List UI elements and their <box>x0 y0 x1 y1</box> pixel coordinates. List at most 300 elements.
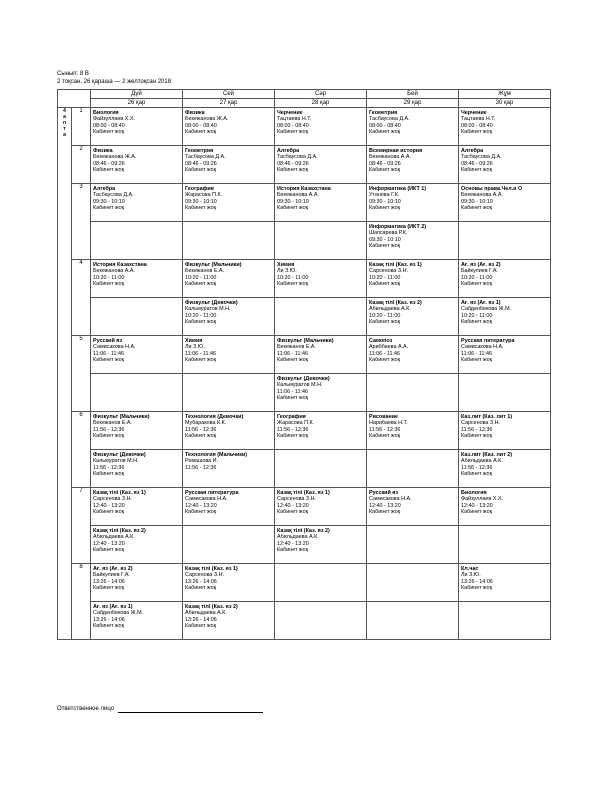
schedule-cell <box>183 564 275 602</box>
subject-name: Самопоз <box>369 338 393 344</box>
room: Кабинет жоқ <box>185 357 216 364</box>
lesson-time: 11:56 - 12:36 <box>185 426 217 433</box>
page-subtitle: 2 тоқсан, 26 қараша — 2 желтоқсан 2018 <box>57 79 172 85</box>
schedule-cell <box>367 336 459 374</box>
room: Кабинет жоқ <box>185 281 216 288</box>
schedule-entry <box>91 564 182 601</box>
schedule-entry <box>91 602 182 639</box>
lesson-time: 13:26 - 14:06 <box>185 578 217 585</box>
room: Кабинет жоқ <box>93 129 124 136</box>
teacher-name: Тасбаусова Д.А. <box>369 116 410 123</box>
room: Кабинет жоқ <box>93 357 124 364</box>
subject-name: Казақ тілі (Каз. яз 2) <box>185 604 238 610</box>
schedule-entry <box>275 564 366 601</box>
subject-name: Технология (Мальчики) <box>185 452 248 458</box>
schedule-entry <box>183 260 274 297</box>
subject-name: Рисование <box>369 414 399 420</box>
schedule-entry <box>459 260 550 297</box>
subject-name: Физкульт (Девочки) <box>277 376 330 382</box>
schedule-entry <box>275 526 366 563</box>
schedule-cell <box>91 222 183 260</box>
teacher-name: Абильдаева А.К. <box>461 458 503 465</box>
schedule-entry <box>183 222 274 259</box>
page-title: Сынып: 8 В <box>57 71 89 77</box>
schedule-entry <box>275 450 366 487</box>
lesson-time: 09:30 - 10:10 <box>185 198 217 205</box>
schedule-cell <box>91 526 183 564</box>
teacher-name: Сарсенова З.Н. <box>93 496 133 503</box>
teacher-name: Бекежанова А.А. <box>461 192 503 199</box>
subject-name: Русский яз <box>369 490 399 496</box>
schedule-entry <box>91 374 182 411</box>
schedule-cell <box>367 146 459 184</box>
teacher-name: Самисакова Н.А. <box>461 344 504 351</box>
signature-line <box>118 706 263 713</box>
teacher-name: Абильдаева А.К. <box>93 534 135 541</box>
room: Кабинет жоқ <box>93 623 124 630</box>
schedule-entry <box>91 298 182 335</box>
subject-name: Технология (Девочки) <box>185 414 244 420</box>
lesson-time: 11:56 - 12:36 <box>369 426 401 433</box>
lesson-time: 12:40 - 13:20 <box>277 502 309 509</box>
teacher-name: Байкулиев Г.А. <box>93 572 130 579</box>
day-date: 28 қар <box>275 99 367 108</box>
schedule-cell <box>367 374 459 412</box>
subject-name: Физкульт (Мальчики) <box>185 262 242 268</box>
schedule-entry <box>459 336 550 373</box>
teacher-name: Тацтаева Н.Т. <box>277 116 312 123</box>
subject-name: Черчение <box>277 110 303 116</box>
room: Кабинет жоқ <box>185 205 216 212</box>
room: Кабинет жоқ <box>369 433 400 440</box>
schedule-cell <box>459 336 551 374</box>
subject-name: Казақ тілі (Каз. яз 1) <box>185 566 238 572</box>
schedule-cell <box>459 374 551 412</box>
lesson-time: 11:06 - 11:46 <box>369 350 400 357</box>
room: Кабинет жоқ <box>369 167 400 174</box>
room: Кабинет жоқ <box>185 319 216 326</box>
schedule-cell <box>459 564 551 602</box>
teacher-name: Самисакова Н.А. <box>93 344 136 351</box>
schedule-cell <box>91 260 183 298</box>
lesson-number: 2 <box>72 146 91 184</box>
schedule-entry <box>275 222 366 259</box>
schedule-entry <box>459 222 550 259</box>
room: Кабинет жоқ <box>185 509 216 516</box>
schedule-entry <box>367 488 458 525</box>
room: Кабинет жоқ <box>93 281 124 288</box>
schedule-cell <box>91 184 183 222</box>
schedule-cell <box>275 260 367 298</box>
schedule-entry <box>275 374 366 411</box>
week-label-char: 4 <box>63 108 66 114</box>
schedule-cell <box>367 450 459 488</box>
subject-name: Казақ тілі (Каз. яз 1) <box>277 490 330 496</box>
schedule-entry <box>459 526 550 563</box>
subject-name: Физкульт (Девочки) <box>185 300 238 306</box>
subject-name: Казақ тілі (Каз. яз 2) <box>369 300 422 306</box>
schedule-cell <box>91 298 183 336</box>
teacher-name: Файзуллаев Х.Х. <box>461 496 503 503</box>
teacher-name: Мубаракова К.К. <box>185 420 227 427</box>
schedule-entry <box>367 564 458 601</box>
schedule-cell <box>275 184 367 222</box>
schedule-entry <box>275 108 366 145</box>
schedule-entry <box>91 488 182 525</box>
subject-name: Геометрия <box>185 148 214 154</box>
week-label-char: т <box>63 126 66 132</box>
subject-name: Русская литература <box>461 338 515 344</box>
schedule-cell <box>275 108 367 146</box>
lesson-time: 09:30 - 10:10 <box>369 198 401 205</box>
schedule-cell <box>367 602 459 640</box>
schedule-entry <box>275 146 366 183</box>
lesson-time: 10:20 - 11:00 <box>277 274 309 281</box>
lesson-time: 08:00 - 08:40 <box>93 122 125 129</box>
schedule-cell <box>367 222 459 260</box>
lesson-row <box>58 146 551 184</box>
schedule-entry <box>183 564 274 601</box>
subject-name: Химия <box>277 262 295 268</box>
schedule-cell <box>459 412 551 450</box>
subject-name: Казақ тілі (Каз. яз 2) <box>277 528 330 534</box>
lesson-row <box>58 526 551 564</box>
schedule-cell <box>183 222 275 260</box>
teacher-name: Сабденбекова Ж.М. <box>93 610 144 617</box>
lesson-time: 08:46 - 09:26 <box>369 160 401 167</box>
schedule-cell <box>275 602 367 640</box>
subject-name: Физкульт (Мальчики) <box>93 414 150 420</box>
schedule-cell <box>275 374 367 412</box>
lesson-time: 09:30 - 10:10 <box>93 198 125 205</box>
schedule-entry <box>459 564 550 601</box>
day-date: 29 қар <box>367 99 459 108</box>
schedule-entry <box>91 450 182 487</box>
schedule-entry <box>91 526 182 563</box>
schedule-cell <box>459 184 551 222</box>
lesson-time: 08:00 - 08:40 <box>185 122 217 129</box>
lesson-time: 10:20 - 11:00 <box>369 312 401 319</box>
lesson-time: 08:46 - 09:26 <box>461 160 493 167</box>
lesson-row <box>58 488 551 526</box>
room: Кабинет жоқ <box>461 509 492 516</box>
schedule-cell <box>91 146 183 184</box>
room: Кабинет жоқ <box>461 433 492 440</box>
schedule-cell <box>183 146 275 184</box>
subject-name: Физика <box>185 110 205 116</box>
teacher-name: Кальмуратов М.Н. <box>185 306 231 313</box>
schedule-entry <box>275 412 366 449</box>
lesson-time: 12:40 - 13:20 <box>93 540 125 547</box>
lesson-time: 13:26 - 14:06 <box>461 578 493 585</box>
schedule-cell <box>183 298 275 336</box>
subject-name: История Казахстана <box>277 186 331 192</box>
subject-name: Каз.лит (Каз. лит 2) <box>461 452 513 458</box>
teacher-name: Бекежанов Е.А. <box>277 344 317 351</box>
day-date: 30 қар <box>459 99 551 108</box>
lesson-time: 08:46 - 09:26 <box>185 160 217 167</box>
teacher-name: Шапсарева Р.К. <box>369 230 408 237</box>
schedule-cell <box>367 412 459 450</box>
schedule-cell <box>459 146 551 184</box>
responsible-person-label: Ответственное лицо <box>57 706 115 712</box>
schedule-entry <box>183 488 274 525</box>
week-label <box>58 108 72 640</box>
schedule-cell <box>459 222 551 260</box>
lesson-row <box>58 564 551 602</box>
schedule-entry <box>367 298 458 335</box>
schedule-cell <box>91 450 183 488</box>
teacher-name: Абильдаева А.К. <box>277 534 319 541</box>
schedule-entry <box>91 108 182 145</box>
room: Кабинет жоқ <box>369 319 400 326</box>
room: Кабинет жоқ <box>277 281 308 288</box>
subject-name: Алгебра <box>277 148 300 154</box>
schedule-entry <box>459 298 550 335</box>
schedule-entry <box>183 450 274 487</box>
schedule-entry <box>183 146 274 183</box>
schedule-entry <box>275 260 366 297</box>
schedule-cell <box>183 450 275 488</box>
schedule-entry <box>459 184 550 221</box>
subject-name: Алгебра <box>93 186 116 192</box>
teacher-name: Самисакова Н.А. <box>185 496 228 503</box>
teacher-name: Бекежанова А.А. <box>93 268 135 275</box>
teacher-name: Нарибаева Н.Т. <box>369 420 408 427</box>
schedule-cell <box>91 108 183 146</box>
week-label-char: п <box>62 120 67 126</box>
subject-name: Химия <box>185 338 203 344</box>
lesson-number: 3 <box>72 184 91 260</box>
day-name: Дүй <box>91 90 183 99</box>
schedule-entry <box>91 184 182 221</box>
schedule-cell <box>367 108 459 146</box>
lesson-time: 11:56 - 12:36 <box>93 464 125 471</box>
subject-name: Черчение <box>461 110 487 116</box>
lesson-row <box>58 450 551 488</box>
schedule-entry <box>367 260 458 297</box>
room: Кабинет жоқ <box>185 623 216 630</box>
lesson-time: 12:40 - 13:20 <box>185 502 217 509</box>
teacher-name: Ли З.Ю. <box>461 572 481 579</box>
room: Кабинет жоқ <box>461 319 492 326</box>
teacher-name: Сабденбекова Ж.М. <box>461 306 512 313</box>
schedule-entry <box>91 146 182 183</box>
subject-name: Всемирная история <box>369 148 423 154</box>
teacher-name: Абильдаева А.К. <box>369 306 411 313</box>
schedule-cell <box>459 526 551 564</box>
schedule-entry <box>183 412 274 449</box>
room: Кабинет жоқ <box>461 205 492 212</box>
lesson-row <box>58 184 551 222</box>
lesson-time: 11:06 - 11:46 <box>93 350 124 357</box>
room: Кабинет жоқ <box>185 585 216 592</box>
lesson-time: 11:56 - 12:36 <box>185 464 217 471</box>
room: Кабинет жоқ <box>277 547 308 554</box>
schedule-entry <box>183 108 274 145</box>
lesson-time: 10:20 - 11:00 <box>93 274 125 281</box>
lesson-time: 11:06 - 11:46 <box>277 350 308 357</box>
lesson-time: 10:20 - 11:00 <box>185 312 217 319</box>
lesson-time: 12:40 - 13:20 <box>277 540 309 547</box>
lesson-time: 09:30 - 10:10 <box>277 198 309 205</box>
schedule-cell <box>91 336 183 374</box>
schedule-entry <box>91 260 182 297</box>
subject-name: Ағ. яз (Ағ. яз 1) <box>461 300 501 306</box>
lesson-time: 08:00 - 08:40 <box>369 122 401 129</box>
lesson-time: 12:40 - 13:20 <box>369 502 401 509</box>
subject-name: Ағ. яз (Ағ. яз 2) <box>461 262 501 268</box>
lesson-time: 13:26 - 14:06 <box>93 616 125 623</box>
schedule-entry <box>275 184 366 221</box>
room: Кабинет жоқ <box>369 357 400 364</box>
schedule-entry <box>91 222 182 259</box>
subject-name: История Казахстана <box>93 262 147 268</box>
room: Кабинет жоқ <box>185 167 216 174</box>
teacher-name: Файзуллаев Х.Х. <box>93 116 135 123</box>
subject-name: Русский яз <box>93 338 123 344</box>
subject-name: Биология <box>93 110 119 116</box>
schedule-entry <box>367 146 458 183</box>
room: Кабинет жоқ <box>369 205 400 212</box>
schedule-entry <box>367 526 458 563</box>
subject-name: Геометрия <box>369 110 398 116</box>
room: Кабинет жоқ <box>369 281 400 288</box>
teacher-name: Ариббаева А.А. <box>369 344 409 351</box>
subject-name: Ағ. яз (Ағ. яз 2) <box>93 566 133 572</box>
schedule-cell <box>459 260 551 298</box>
schedule-cell <box>183 184 275 222</box>
room: Кабинет жоқ <box>93 585 124 592</box>
teacher-name: Бекежанов Е.А. <box>93 420 133 427</box>
teacher-name: Ли З.Ю. <box>277 268 297 275</box>
lesson-time: 13:26 - 14:06 <box>185 616 217 623</box>
subject-name: Физкульт (Мальчики) <box>277 338 334 344</box>
teacher-name: Утанова Г.К. <box>369 192 400 199</box>
lesson-time: 11:56 - 12:36 <box>461 426 493 433</box>
schedule-entry <box>275 602 366 639</box>
room: Кабинет жоқ <box>461 471 492 478</box>
schedule-cell <box>183 336 275 374</box>
schedule-cell <box>459 298 551 336</box>
room: Кабинет жоқ <box>461 281 492 288</box>
schedule-cell <box>275 564 367 602</box>
room: Кабинет жоқ <box>277 509 308 516</box>
lesson-row <box>58 222 551 260</box>
teacher-name: Кальмуратов М.Н. <box>277 382 323 389</box>
subject-name: Казақ тілі (Каз. яз 2) <box>93 528 146 534</box>
teacher-name: Сарсенова З.Н. <box>185 572 225 579</box>
subject-name: Каз.лит (Каз. лит 1) <box>461 414 513 420</box>
day-name: Бей <box>367 90 459 99</box>
schedule-entry <box>367 336 458 373</box>
subject-name: Физика <box>93 148 113 154</box>
schedule-entry <box>183 336 274 373</box>
week-label-char: а <box>63 114 66 120</box>
room: Кабинет жоқ <box>277 167 308 174</box>
lesson-time: 10:20 - 11:00 <box>185 274 217 281</box>
schedule-cell <box>275 488 367 526</box>
subject-name: Алгебра <box>461 148 484 154</box>
schedule-cell <box>275 298 367 336</box>
lesson-time: 12:40 - 13:20 <box>93 502 125 509</box>
schedule-cell <box>91 488 183 526</box>
schedule-cell <box>91 564 183 602</box>
schedule-cell <box>275 336 367 374</box>
room: Кабинет жоқ <box>277 357 308 364</box>
day-name-row <box>58 90 551 99</box>
lesson-row <box>58 602 551 640</box>
schedule-entry <box>91 412 182 449</box>
schedule-cell <box>367 488 459 526</box>
subject-name: Основы права.Чел.и О <box>461 186 523 192</box>
room: Кабинет жоқ <box>461 129 492 136</box>
schedule-entry <box>367 222 458 259</box>
lesson-time: 11:56 - 12:36 <box>93 426 125 433</box>
day-name: Сей <box>183 90 275 99</box>
teacher-name: Тацтаева Н.Т. <box>461 116 496 123</box>
schedule-entry <box>183 298 274 335</box>
lesson-time: 09:30 - 10:10 <box>369 236 401 243</box>
teacher-name: Жарасова П.К. <box>277 420 315 427</box>
schedule-cell <box>459 488 551 526</box>
subject-name: География <box>277 414 306 420</box>
schedule-entry <box>275 488 366 525</box>
schedule-entry <box>459 412 550 449</box>
room: Кабинет жоқ <box>369 129 400 136</box>
teacher-name: Бекежанова Ж.А. <box>185 116 229 123</box>
lesson-number: 1 <box>72 108 91 146</box>
lesson-row <box>58 374 551 412</box>
schedule-entry <box>367 184 458 221</box>
lesson-time: 08:46 - 09:26 <box>277 160 309 167</box>
subject-name: Информатика (ИКТ 2) <box>369 224 427 230</box>
week-label-char: а <box>63 132 66 138</box>
subject-name: Казақ тілі (Каз. яз 1) <box>93 490 146 496</box>
timetable <box>57 89 551 640</box>
lesson-time: 13:26 - 14:06 <box>93 578 125 585</box>
schedule-entry <box>459 488 550 525</box>
schedule-entry <box>459 108 550 145</box>
schedule-cell <box>367 184 459 222</box>
teacher-name: Бекежанов Е.А. <box>185 268 225 275</box>
lesson-time: 08:00 - 08:40 <box>277 122 309 129</box>
subject-name: Казақ тілі (Каз. яз 1) <box>369 262 422 268</box>
schedule-entry <box>183 526 274 563</box>
schedule-cell <box>91 602 183 640</box>
lesson-row <box>58 260 551 298</box>
day-name: Сәр <box>275 90 367 99</box>
schedule-cell <box>367 526 459 564</box>
lesson-number: 6 <box>72 412 91 488</box>
room: Кабинет жоқ <box>369 243 400 250</box>
teacher-name: Сарсенова З.Н. <box>277 496 317 503</box>
day-date-row <box>58 99 551 108</box>
schedule-entry <box>275 336 366 373</box>
lesson-time: 11:06 - 11:46 <box>277 388 308 395</box>
schedule-entry <box>91 336 182 373</box>
schedule-cell <box>275 412 367 450</box>
room: Кабинет жоқ <box>93 547 124 554</box>
room: Кабинет жоқ <box>93 433 124 440</box>
teacher-name: Тасбаусова Д.А. <box>93 192 134 199</box>
schedule-cell <box>91 374 183 412</box>
room: Кабинет жоқ <box>277 395 308 402</box>
room: Кабинет жоқ <box>461 357 492 364</box>
schedule-cell <box>183 602 275 640</box>
room: Кабинет жоқ <box>93 167 124 174</box>
subject-name: География <box>185 186 214 192</box>
